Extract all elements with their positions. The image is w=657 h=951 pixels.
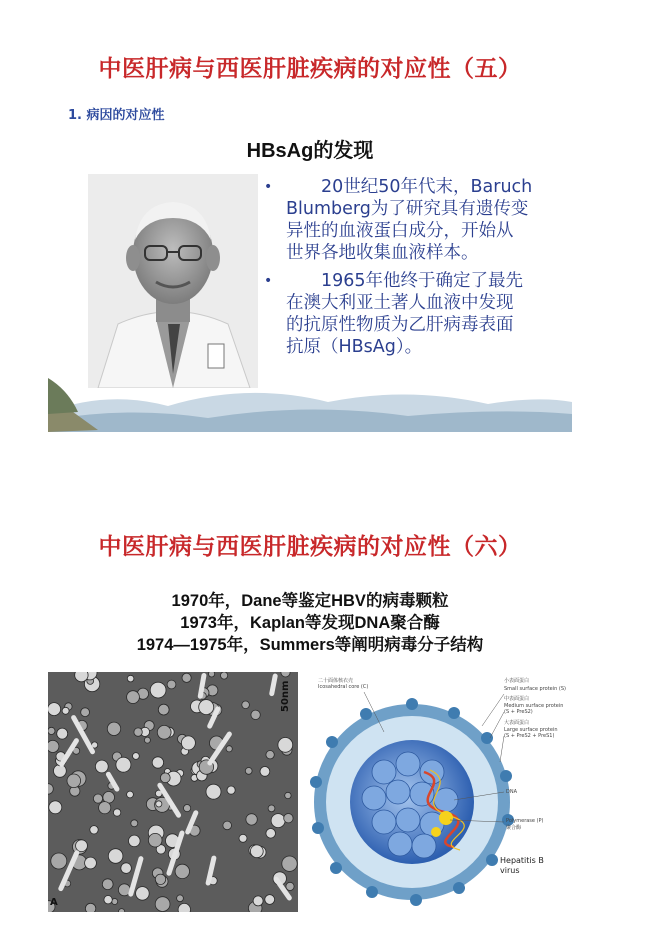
small-protein-label-en: Small surface protein (S) bbox=[504, 686, 566, 692]
virus-particle bbox=[156, 801, 162, 807]
virus-particle bbox=[127, 691, 140, 704]
bullet-line: 的抗原性物质为乙肝病毒表面 bbox=[286, 315, 514, 335]
virus-particle bbox=[209, 672, 215, 677]
virus-particle bbox=[152, 757, 163, 768]
virus-particle bbox=[226, 746, 232, 752]
large-protein-label-en: Large surface protein bbox=[504, 727, 558, 733]
bullet-item bbox=[262, 176, 568, 264]
virus-particle bbox=[95, 760, 108, 773]
bullet-line: 异性的血液蛋白成分，开始从 bbox=[286, 221, 514, 241]
virus-particle bbox=[223, 821, 232, 830]
virus-particle bbox=[67, 774, 81, 788]
virus-particle bbox=[133, 753, 140, 760]
core-label-en: Icosahedral core (C) bbox=[318, 684, 369, 690]
landscape-decoration bbox=[48, 372, 572, 432]
medium-protein-label-cn: 中表面蛋白 bbox=[504, 696, 530, 702]
virus-name bbox=[500, 856, 544, 876]
virus-particle bbox=[285, 792, 291, 798]
virus-particle bbox=[177, 895, 184, 902]
bullet-marker: • bbox=[264, 273, 273, 289]
virus-particle bbox=[62, 707, 69, 714]
polymerase-label-en: Polymerase (P) bbox=[506, 818, 544, 824]
virus-particle bbox=[167, 680, 176, 689]
virus-particle bbox=[104, 896, 112, 904]
virus-particle bbox=[85, 857, 97, 869]
virus-particle bbox=[48, 727, 55, 734]
virus-particle bbox=[57, 728, 68, 739]
dna-label: DNA bbox=[506, 789, 518, 795]
virus-particle bbox=[155, 897, 170, 912]
virus-particle bbox=[116, 757, 131, 772]
virus-particle bbox=[157, 725, 171, 739]
bullet-item bbox=[262, 270, 568, 358]
virus-particle bbox=[51, 853, 67, 869]
virus-particle bbox=[121, 863, 132, 874]
virus-particle bbox=[85, 903, 95, 912]
virus-particle bbox=[76, 840, 88, 852]
virus-particle bbox=[136, 887, 150, 901]
large-protein-label-en2: (S + PreS2 + PreS1) bbox=[504, 733, 555, 739]
virus-particle bbox=[127, 791, 134, 798]
virus-particle bbox=[93, 794, 102, 803]
portrait-photo bbox=[88, 174, 258, 388]
virus-particle bbox=[250, 845, 263, 858]
virus-particle bbox=[75, 672, 88, 682]
bullet-line: 在澳大利亚土著人血液中发现 bbox=[286, 293, 514, 313]
history-line: 1973年，Kaplan等发现DNA聚合酶 bbox=[180, 614, 440, 632]
virus-particle bbox=[102, 879, 113, 890]
slide-hbsag-discovery bbox=[48, 40, 572, 432]
virus-particle bbox=[178, 903, 190, 912]
panel-label: A bbox=[50, 897, 58, 908]
bullet-line: 1965年他终于确定了最先 bbox=[286, 271, 524, 291]
virus-particle bbox=[253, 896, 263, 906]
bullet-line: Blumberg为了研究具有遗传变 bbox=[286, 199, 529, 219]
virus-particle bbox=[251, 710, 260, 719]
virus-particle bbox=[268, 805, 275, 812]
virus-particle bbox=[227, 786, 235, 794]
virus-particle bbox=[148, 833, 162, 847]
virus-particle bbox=[184, 805, 191, 812]
virus-particle bbox=[160, 773, 170, 783]
virus-particle bbox=[260, 767, 270, 777]
virus-particle bbox=[49, 801, 62, 814]
medium-protein-label-en: Medium surface protein bbox=[504, 703, 564, 709]
history-line: 1970年，Dane等鉴定HBV的病毒颗粒 bbox=[171, 592, 449, 610]
bullet-marker: • bbox=[264, 179, 273, 195]
virus-particle bbox=[245, 768, 252, 775]
scale-label: 50nm bbox=[280, 680, 291, 712]
virus-particle bbox=[119, 909, 125, 912]
virus-particle bbox=[199, 700, 214, 715]
section-heading: HBsAg的发现 bbox=[246, 140, 374, 162]
virus-particle bbox=[131, 820, 138, 827]
virus-particle bbox=[284, 814, 293, 823]
slide-title: 中医肝病与西医肝脏疾病的对应性（六） bbox=[98, 534, 522, 560]
virus-particle bbox=[181, 736, 195, 750]
history-lines bbox=[48, 590, 572, 656]
slide-hbv-structure bbox=[48, 518, 572, 912]
bullet-line: 抗原（HBsAg）。 bbox=[286, 337, 423, 357]
virus-particle bbox=[239, 834, 247, 842]
virus-particle bbox=[286, 882, 294, 890]
virus-particle bbox=[108, 849, 123, 864]
bullet-list bbox=[262, 176, 568, 364]
virus-particle bbox=[127, 675, 134, 682]
virus-particle bbox=[81, 708, 90, 717]
small-protein-label-cn: 小表面蛋白 bbox=[504, 678, 530, 684]
virus-particle bbox=[113, 809, 120, 816]
core-label-cn: 二十面体核衣壳 bbox=[318, 678, 354, 684]
virus-particle bbox=[158, 704, 169, 715]
section-subtitle: 1. 病因的对应性 bbox=[68, 108, 165, 123]
virus-particle bbox=[175, 864, 189, 878]
electron-micrograph bbox=[48, 672, 298, 912]
virus-particle bbox=[282, 856, 297, 871]
virus-particle bbox=[144, 737, 150, 743]
virus-particle bbox=[99, 802, 111, 814]
virus-particle bbox=[266, 829, 276, 839]
virus-particle bbox=[129, 835, 141, 847]
medium-protein-label-en2: (S + PreS2) bbox=[504, 709, 533, 715]
virus-particle bbox=[155, 874, 165, 884]
bullet-line: 世界各地收集血液样本。 bbox=[286, 243, 479, 263]
virus-particle bbox=[206, 784, 221, 799]
history-line: 1974—1975年，Summers等阐明病毒分子结构 bbox=[136, 636, 484, 654]
virus-name-line: Hepatitis B bbox=[500, 856, 544, 865]
virus-particle bbox=[48, 703, 61, 716]
virus-name-line: virus bbox=[500, 866, 520, 875]
slide-title: 中医肝病与西医肝脏疾病的对应性（五） bbox=[98, 56, 522, 82]
virus-particle bbox=[54, 765, 67, 778]
virus-particle bbox=[150, 682, 166, 698]
virus-particle bbox=[221, 672, 228, 679]
virus-particle bbox=[48, 740, 59, 752]
virus-particle bbox=[246, 814, 257, 825]
virus-particle bbox=[271, 814, 285, 828]
virus-particle bbox=[107, 722, 120, 735]
virus-particle bbox=[265, 895, 275, 905]
virus-particle bbox=[278, 738, 293, 753]
virus-particle bbox=[182, 673, 191, 682]
large-protein-label-cn: 大表面蛋白 bbox=[504, 720, 530, 726]
hbv-structure-diagram bbox=[304, 672, 572, 912]
bullet-line: 20世纪50年代末，Baruch bbox=[286, 177, 533, 197]
virus-particle bbox=[134, 728, 142, 736]
virus-particle bbox=[242, 701, 250, 709]
virus-particle bbox=[90, 826, 98, 834]
virus-particle bbox=[266, 751, 274, 759]
polymerase-label-cn: 聚合酶 bbox=[506, 825, 522, 831]
